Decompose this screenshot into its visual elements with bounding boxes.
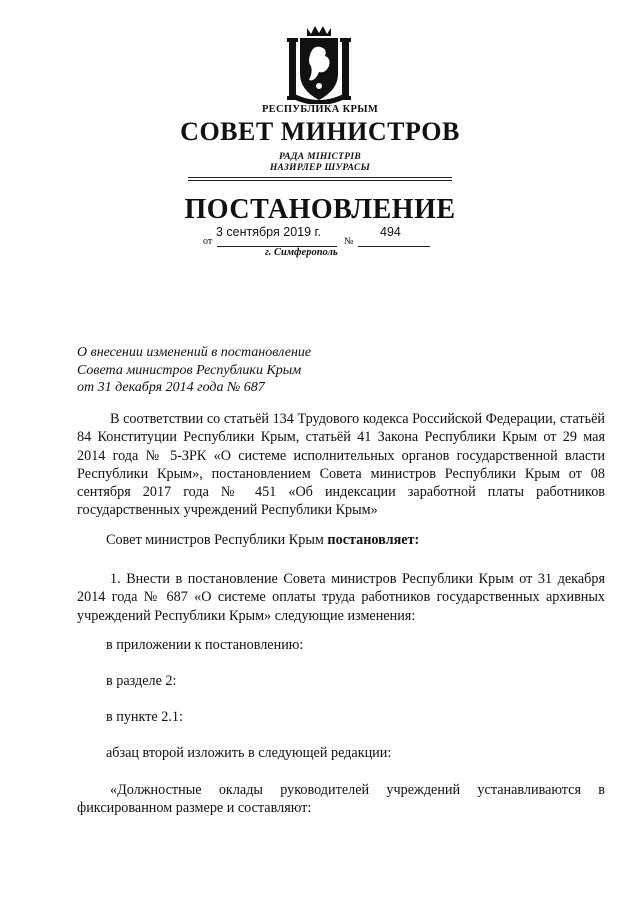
point-line: в пункте 2.1: [106, 709, 183, 725]
republic-name: РЕСПУБЛИКА КРЫМ [261, 104, 379, 115]
paragraph-instruction-line: абзац второй изложить в следующей редакции: [106, 745, 392, 761]
resolves-keyword: постановляет: [327, 532, 420, 548]
quoted-paragraph: «Должностные оклады руководителей учреждений устанавливаются в фиксированном размере и составляют: [77, 782, 605, 817]
subject-line: О внесении изменений в постановление [77, 345, 312, 360]
decree-number: 494 [380, 225, 401, 239]
document-type-title: ПОСТАНОВЛЕНИЕ [184, 194, 456, 225]
subject-line: от 31 декабря 2014 года № 687 [77, 380, 265, 395]
number-sign: № [344, 236, 354, 247]
preamble-paragraph: В соответствии со статьёй 134 Трудового кодекса Российской Федерации, статьёй 84 Конституции Республики Крым, статьёй 41 Закона Республики Крым от 29 мая 2014 года № 5-ЗРК «О системе исполнительных органов государственной власти Республики Крым», постановлением Совета министров Республики Крым от 08 сентября 2017 года № 451 «Об индексации заработной платы работников государственных учреждений Республики Крым» [77, 411, 605, 519]
resolves-paragraph [106, 532, 419, 549]
decree-date: 3 сентября 2019 г. [216, 225, 322, 239]
council-name: СОВЕТ МИНИСТРОВ [180, 117, 460, 146]
appendix-line: в приложении к постановлению: [106, 637, 304, 653]
subject-line: Совета министров Республики Крым [77, 362, 302, 378]
item-1-paragraph: 1. Внести в постановление Совета министров Республики Крым от 31 декабря 2014 года № 687 «О системе оплаты труда работников государственных архивных учреждений Республики Крым» следующие изменения: [77, 571, 605, 624]
coat-of-arms-emblem [285, 22, 353, 104]
council-name-ukrainian: РАДА МІНІСТРІВ [278, 152, 362, 162]
decree-city: г. Симферополь [265, 247, 338, 258]
date-prefix: от [203, 236, 213, 247]
header-divider [188, 177, 452, 178]
header-divider-secondary [188, 180, 452, 181]
number-underline [358, 246, 430, 247]
resolves-lead: Совет министров Республики Крым [106, 532, 328, 548]
decree-subject [77, 344, 311, 397]
council-name-crimean-tatar: НАЗИРЛЕР ШУРАСЫ [269, 163, 371, 173]
section-line: в разделе 2: [106, 673, 177, 689]
